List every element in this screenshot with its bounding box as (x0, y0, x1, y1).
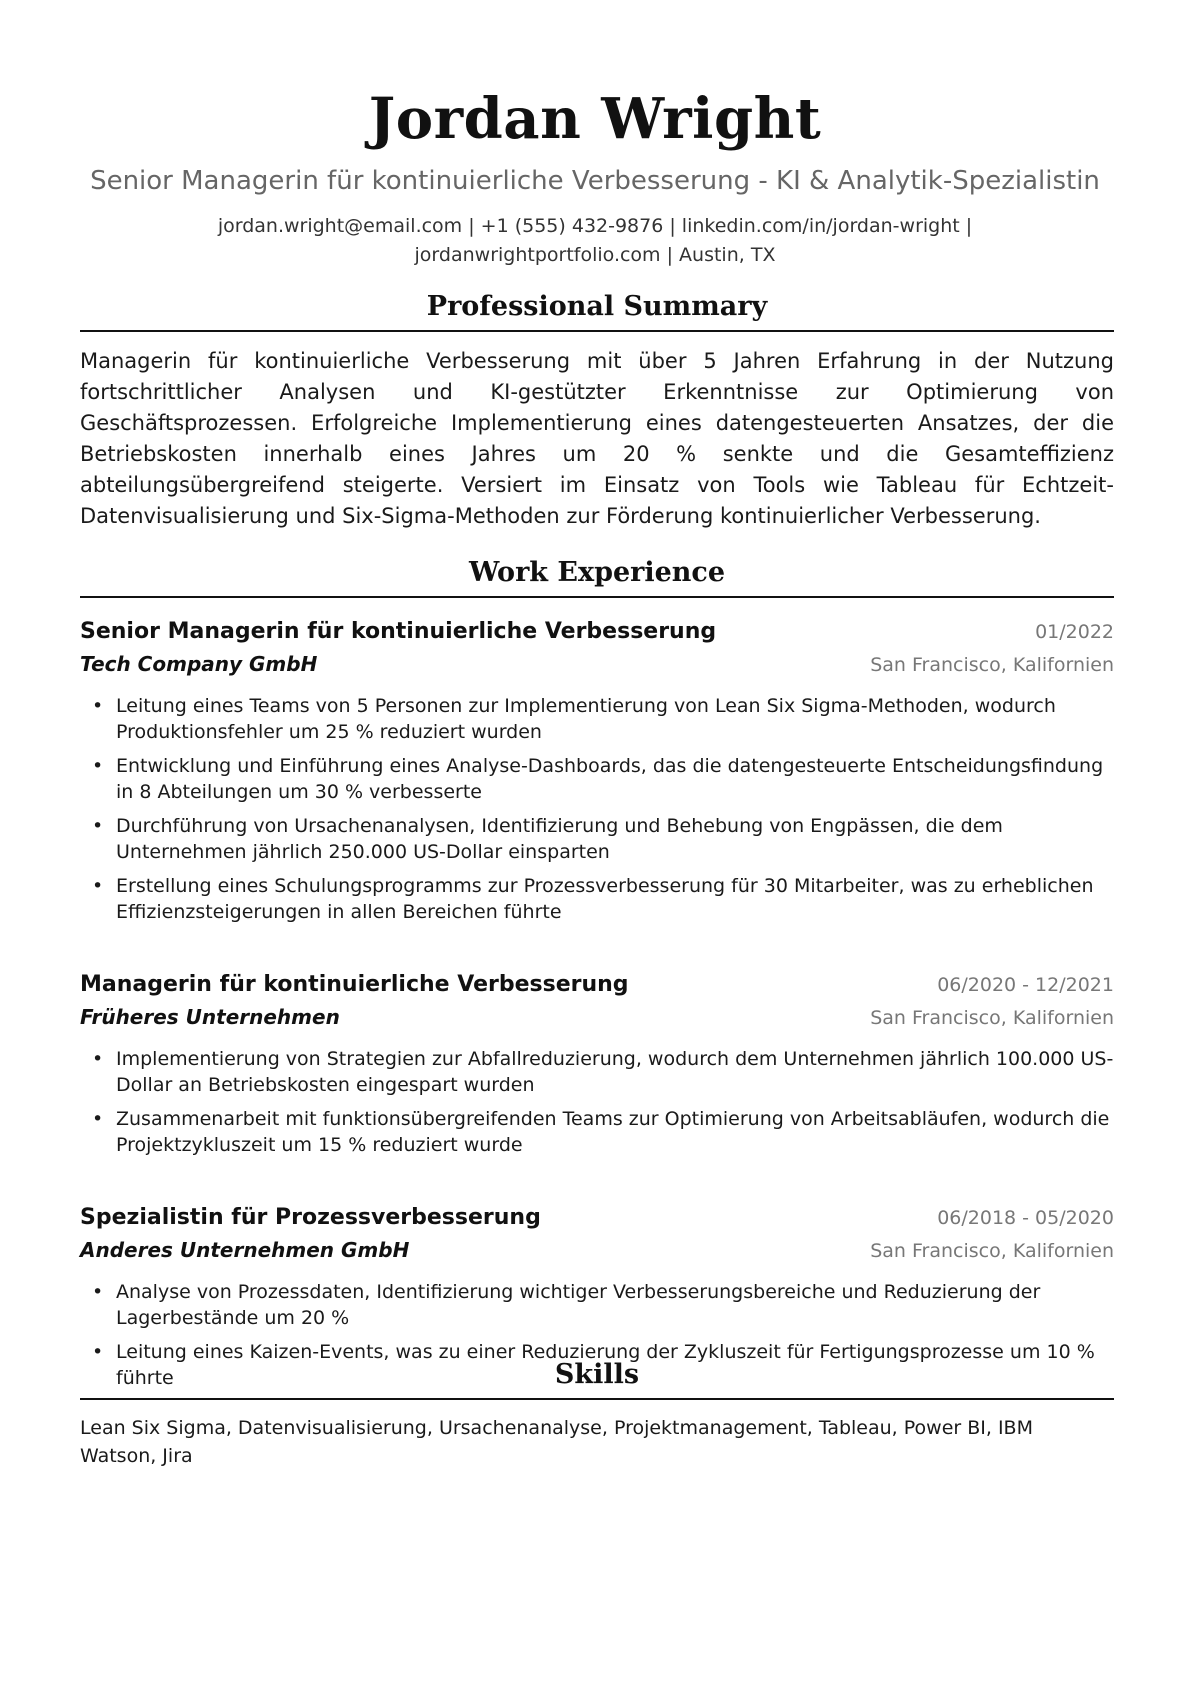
job-bullets (80, 693, 1114, 925)
job-title: Senior Managerin für kontinuierliche Verbesserung (80, 619, 717, 644)
experience-section (80, 554, 1114, 1399)
bullet-text: Durchführung von Ursachenanalysen, Identifizierung und Behebung von Engpässen, die dem Unternehmen jährlich 250.000 US-Dollar einsparten (116, 815, 1003, 863)
skills-list: Lean Six Sigma, Datenvisualisierung, Ursachenanalyse, Projektmanagement, Tableau, Power BI, IBM Watson, Jira (80, 1417, 1033, 1467)
job-bullets (80, 1046, 1114, 1158)
section-title-skills: Skills (80, 1356, 1114, 1400)
job-date: 06/2020 - 12/2021 (937, 974, 1114, 996)
job-entry (80, 969, 1114, 1158)
section-title-summary: Professional Summary (80, 288, 1114, 332)
bullet-text: Implementierung von Strategien zur Abfallreduzierung, wodurch dem Unternehmen jährlich 100.000 US-Dollar an Betriebskosten eingespart wurden (116, 1048, 1114, 1096)
bullet-text: Entwicklung und Einführung eines Analyse-Dashboards, das die datengesteuerte Entscheidungsfindung in 8 Abteilungen um 30 % verbesserte (116, 755, 1104, 803)
company-name: Tech Company GmbH (80, 652, 318, 676)
job-title: Spezialistin für Prozessverbesserung (80, 1205, 541, 1230)
job-location: San Francisco, Kalifornien (870, 654, 1114, 676)
bullet-item: • Durchführung von Ursachenanalysen, Identifizierung und Behebung von Engpässen, die dem Unternehmen jährlich 250.000 US-Dollar einsparten (92, 815, 1003, 863)
contact-line: jordan.wright@email.com | +1 (555) 432-9876 | linkedin.com/in/jordan-wright | jordanwrightportfolio.com | Austin, TX (217, 215, 973, 266)
bullet-text: Zusammenarbeit mit funktionsübergreifenden Teams zur Optimierung von Arbeitsabläufen, wodurch die Projektzykluszeit um 15 % reduziert wurde (116, 1108, 1110, 1156)
bullet-item: • Implementierung von Strategien zur Abfallreduzierung, wodurch dem Unternehmen jährlich 100.000 US-Dollar an Betriebskosten eingespart wurden (92, 1048, 1114, 1096)
summary-section (80, 288, 1114, 532)
bullet-text: Erstellung eines Schulungsprogramms zur Prozessverbesserung für 30 Mitarbeiter, was zu erheblichen Effizienzsteigerungen in allen Bereichen führte (116, 875, 1094, 923)
section-title-experience: Work Experience (80, 554, 1114, 598)
job-location: San Francisco, Kalifornien (870, 1007, 1114, 1029)
job-date: 01/2022 (1035, 621, 1114, 643)
bullet-text: Leitung eines Teams von 5 Personen zur Implementierung von Lean Six Sigma-Methoden, wodurch Produktionsfehler um 25 % reduziert wurden (116, 695, 1056, 743)
job-date: 06/2018 - 05/2020 (937, 1207, 1114, 1229)
bullet-item: • Entwicklung und Einführung eines Analyse-Dashboards, das die datengesteuerte Entscheidungsfindung in 8 Abteilungen um 30 % verbesserte (92, 755, 1104, 803)
job-location: San Francisco, Kalifornien (870, 1240, 1114, 1262)
company-name: Anderes Unternehmen GmbH (80, 1238, 410, 1262)
job-entry (80, 616, 1114, 925)
bullet-text: Leitung eines Kaizen-Events, was zu einer Reduzierung der Zykluszeit für Fertigungsprozesse um 10 % führte (116, 1341, 1095, 1389)
bullet-item: • Analyse von Prozessdaten, Identifizierung wichtiger Verbesserungsbereiche und Reduzierung der Lagerbestände um 20 % (92, 1281, 1041, 1329)
bullet-item: • Leitung eines Teams von 5 Personen zur Implementierung von Lean Six Sigma-Methoden, wodurch Produktionsfehler um 25 % reduziert wurden (92, 695, 1056, 743)
bullet-item: • Zusammenarbeit mit funktionsübergreifenden Teams zur Optimierung von Arbeitsabläufen, wodurch die Projektzykluszeit um 15 % reduziert wurde (92, 1108, 1110, 1156)
bullet-text: Analyse von Prozessdaten, Identifizierung wichtiger Verbesserungsbereiche und Reduzierung der Lagerbestände um 20 % (116, 1281, 1041, 1329)
resume-header (0, 0, 1190, 270)
skills-section (80, 1356, 1114, 1470)
company-name: Früheres Unternehmen (80, 1005, 340, 1029)
summary-text: Managerin für kontinuierliche Verbesserung mit über 5 Jahren Erfahrung in der Nutzung fortschrittlicher Analysen und KI-gestützter Erkenntnisse zur Optimierung von Geschäftsprozessen. Erfolgreiche Implementierung eines datengesteuerten Ansatzes, der die Betriebskosten innerhalb eines Jahres um 20 % senkte und die Gesamteffizienz abteilungsübergreifend steigerte. Versiert im Einsatz von Tools wie Tableau für Echtzeit-Datenvisualisierung und Six-Sigma-Methoden zur Förderung kontinuierlicher Verbesserung. (80, 349, 1114, 528)
candidate-name: Jordan Wright (368, 86, 822, 152)
candidate-headline: Senior Managerin für kontinuierliche Verbesserung - KI & Analytik-Spezialistin (90, 166, 1100, 196)
bullet-item: • Leitung eines Kaizen-Events, was zu einer Reduzierung der Zykluszeit für Fertigungsprozesse um 10 % führte (92, 1341, 1095, 1389)
job-title: Managerin für kontinuierliche Verbesserung (80, 972, 629, 997)
bullet-item: • Erstellung eines Schulungsprogramms zur Prozessverbesserung für 30 Mitarbeiter, was zu erheblichen Effizienzsteigerungen in allen Bereichen führte (92, 875, 1094, 923)
